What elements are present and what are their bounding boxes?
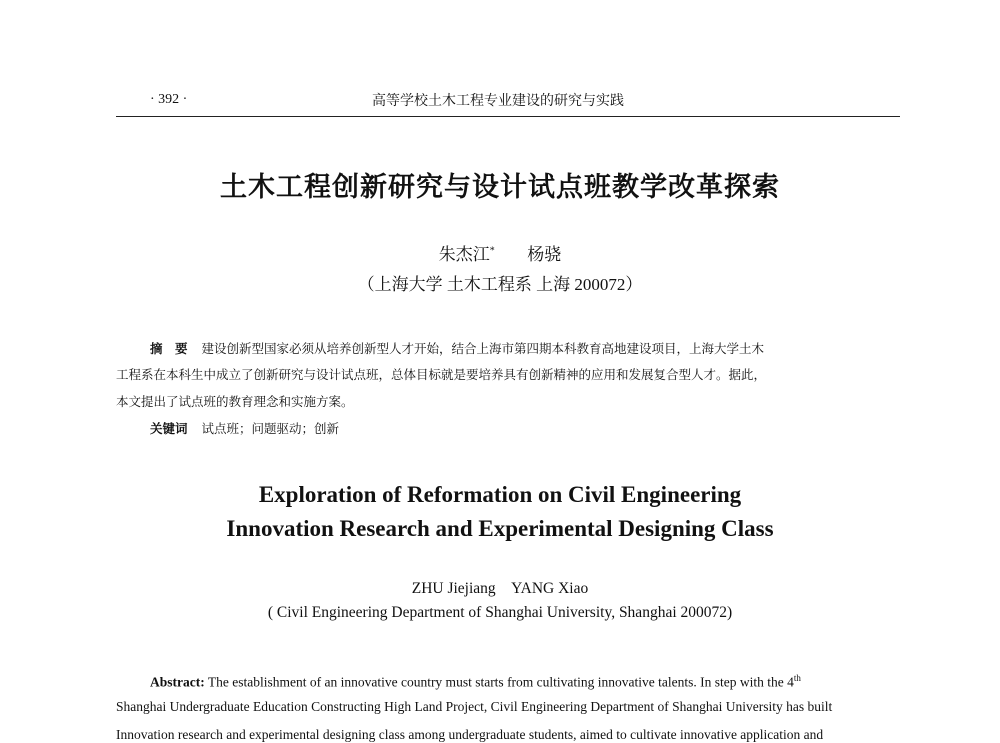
author-zh-2: 杨骁: [527, 245, 562, 264]
abstract-zh-text: 建设创新型国家必须从培养创新型人才开始，结合上海市第四期本科教育高地建设项目，上海大学土木: [201, 342, 765, 356]
authors-en: ZHU Jiejiang YANG Xiao: [411, 580, 589, 597]
abstract-en-line: Shanghai Undergraduate Education Constructing High Land Project, Civil Engineering Department of Shanghai University has built: [116, 699, 833, 714]
abstract-zh-line: 本文提出了试点班的教育理念和实施方案。: [116, 395, 354, 409]
affiliation-zh: （上海大学 土木工程系 上海 200072）: [357, 275, 643, 294]
paper-title-zh: 土木工程创新研究与设计试点班教学改革探索: [220, 172, 780, 202]
abstract-zh-line: 工程系在本科生中成立了创新研究与设计试点班，总体目标就是要培养具有创新精神的应用和发展复合型人才。据此，: [116, 368, 767, 382]
abstract-en-line: Innovation research and experimental designing class among undergraduate students, aimed to cultivate innovative application and: [116, 727, 824, 742]
abstract-en-label: Abstract:: [150, 674, 205, 690]
running-header-title: 高等学校土木工程专业建设的研究与实践: [372, 93, 624, 109]
authors-zh: [0, 240, 1000, 265]
ordinal-suffix: th: [793, 673, 801, 683]
abstract-zh-line: [150, 336, 900, 362]
corresponding-author-mark: *: [489, 245, 495, 257]
abstract-en-line: [150, 673, 801, 691]
author-zh-1: 朱杰江: [438, 245, 490, 264]
affiliation-en: ( Civil Engineering Department of Shanghai University, Shanghai 200072): [267, 604, 733, 621]
keywords-zh-label: 关键词: [150, 422, 188, 436]
page-number: · 392 ·: [150, 92, 188, 107]
keywords-zh: [150, 416, 900, 442]
header-rule: [116, 116, 900, 117]
abstract-zh-label: 摘 要: [150, 342, 188, 356]
paper-title-en-line: Exploration of Reformation on Civil Engineering: [258, 482, 742, 507]
keywords-zh-text: 试点班；问题驱动；创新: [201, 422, 340, 436]
abstract-en-text: The establishment of an innovative country must starts from cultivating innovative talents. In step with the 4: [207, 674, 794, 690]
paper-title-en: [0, 478, 1000, 546]
paper-title-en-line: Innovation Research and Experimental Designing Class: [226, 516, 774, 541]
